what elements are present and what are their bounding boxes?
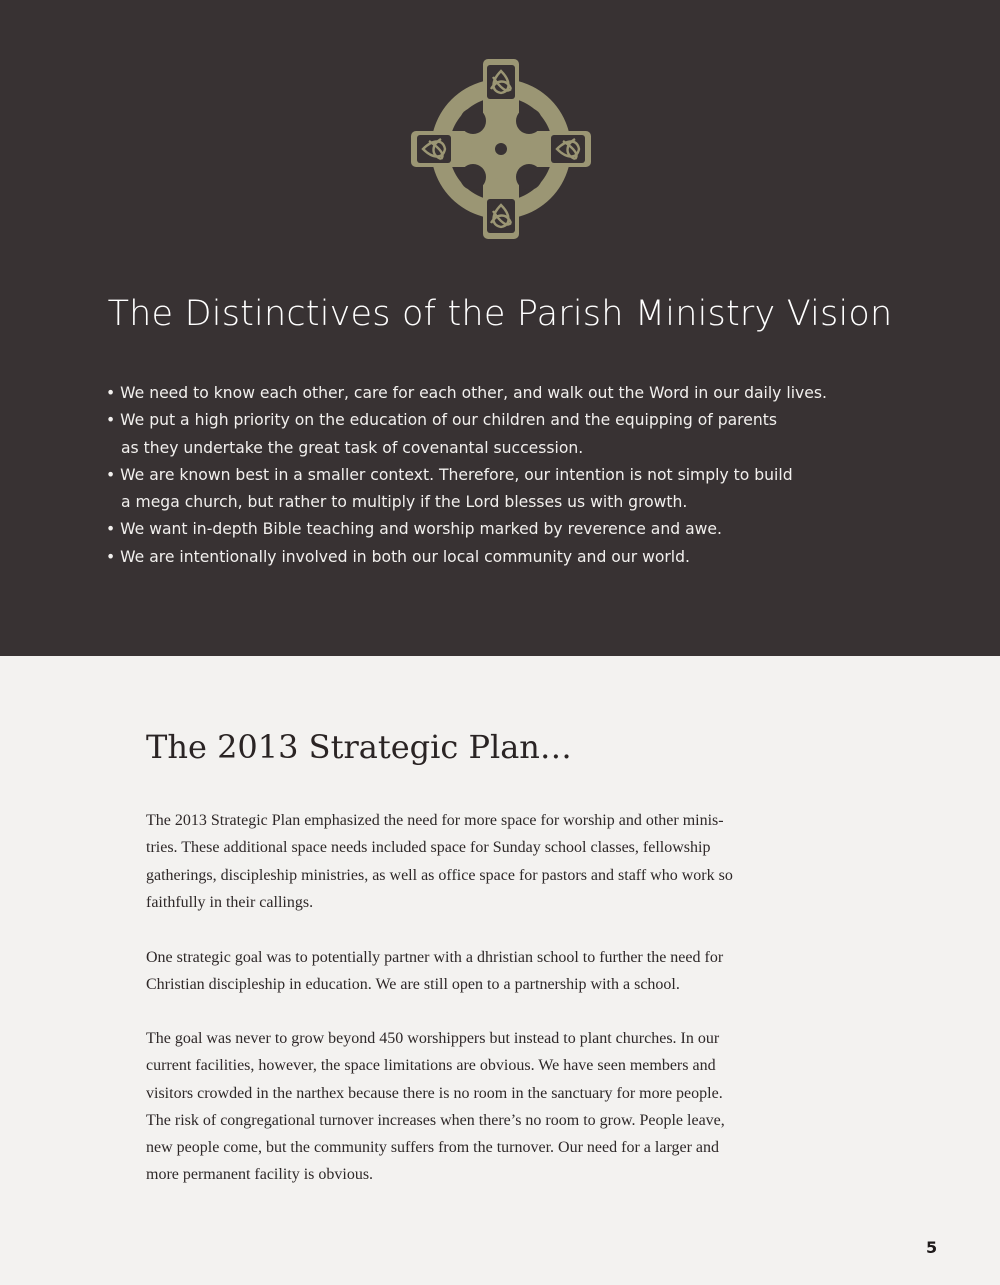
paragraph-line: The risk of congregational turnover increases when there’s no room to grow. People leave,: [146, 1111, 725, 1129]
bullet-line: as they undertake the great task of covenantal succession.: [121, 438, 584, 457]
plan-title: The 2013 Strategic Plan…: [146, 728, 572, 766]
bullet-line: • We are intentionally involved in both our local community and our world.: [106, 547, 690, 566]
bullet-line: • We put a high priority on the education of our children and the equipping of parents: [106, 411, 777, 430]
paragraph-line: visitors crowded in the narthex because there is no room in the sanctuary for more people.: [146, 1084, 723, 1102]
bullet-line: • We want in-depth Bible teaching and worship marked by reverence and awe.: [106, 520, 722, 539]
paragraph-line: Christian discipleship in education. We are still open to a partnership with a school.: [146, 976, 680, 994]
bullet-line: a mega church, but rather to multiply if the Lord blesses us with growth.: [121, 493, 688, 512]
paragraph-line: The goal was never to grow beyond 450 worshippers but instead to plant churches. In our: [146, 1030, 720, 1047]
paragraph-line: One strategic goal was to potentially partner with a dhristian school to further the need for: [146, 949, 724, 966]
paragraph-line: gatherings, discipleship ministries, as well as office space for pastors and staff who work so: [146, 866, 733, 884]
bullet-item: [106, 462, 966, 517]
plan-paragraph-3: [146, 1025, 806, 1189]
paragraph-line: current facilities, however, the space limitations are obvious. We have seen members and: [146, 1057, 716, 1075]
bullet-item: [106, 407, 966, 462]
page-number: 5: [926, 1238, 938, 1257]
bullet-line: • We are known best in a smaller context. Therefore, our intention is not simply to build: [106, 465, 793, 484]
paragraph-line: more permanent facility is obvious.: [146, 1166, 374, 1184]
bullet-item: [106, 516, 966, 543]
paragraph-line: tries. These additional space needs included space for Sunday school classes, fellowship: [146, 839, 711, 857]
paragraph-line: The 2013 Strategic Plan emphasized the need for more space for worship and other minis-: [146, 812, 724, 829]
vision-title: The Distinctives of the Parish Ministry Vision: [107, 294, 893, 334]
plan-paragraph-1: [146, 807, 806, 916]
bullet-item: [106, 380, 966, 407]
bullet-item: [106, 544, 966, 571]
celtic-cross-icon: [411, 59, 591, 239]
paragraph-line: faithfully in their callings.: [146, 893, 314, 911]
paragraph-line: new people come, but the community suffers from the turnover. Our need for a larger and: [146, 1139, 720, 1157]
bullet-line: • We need to know each other, care for each other, and walk out the Word in our daily lives.: [106, 384, 827, 402]
strategic-plan-section: [0, 656, 1000, 1285]
plan-paragraph-2: [146, 944, 806, 999]
vision-bullet-list: [106, 380, 966, 571]
